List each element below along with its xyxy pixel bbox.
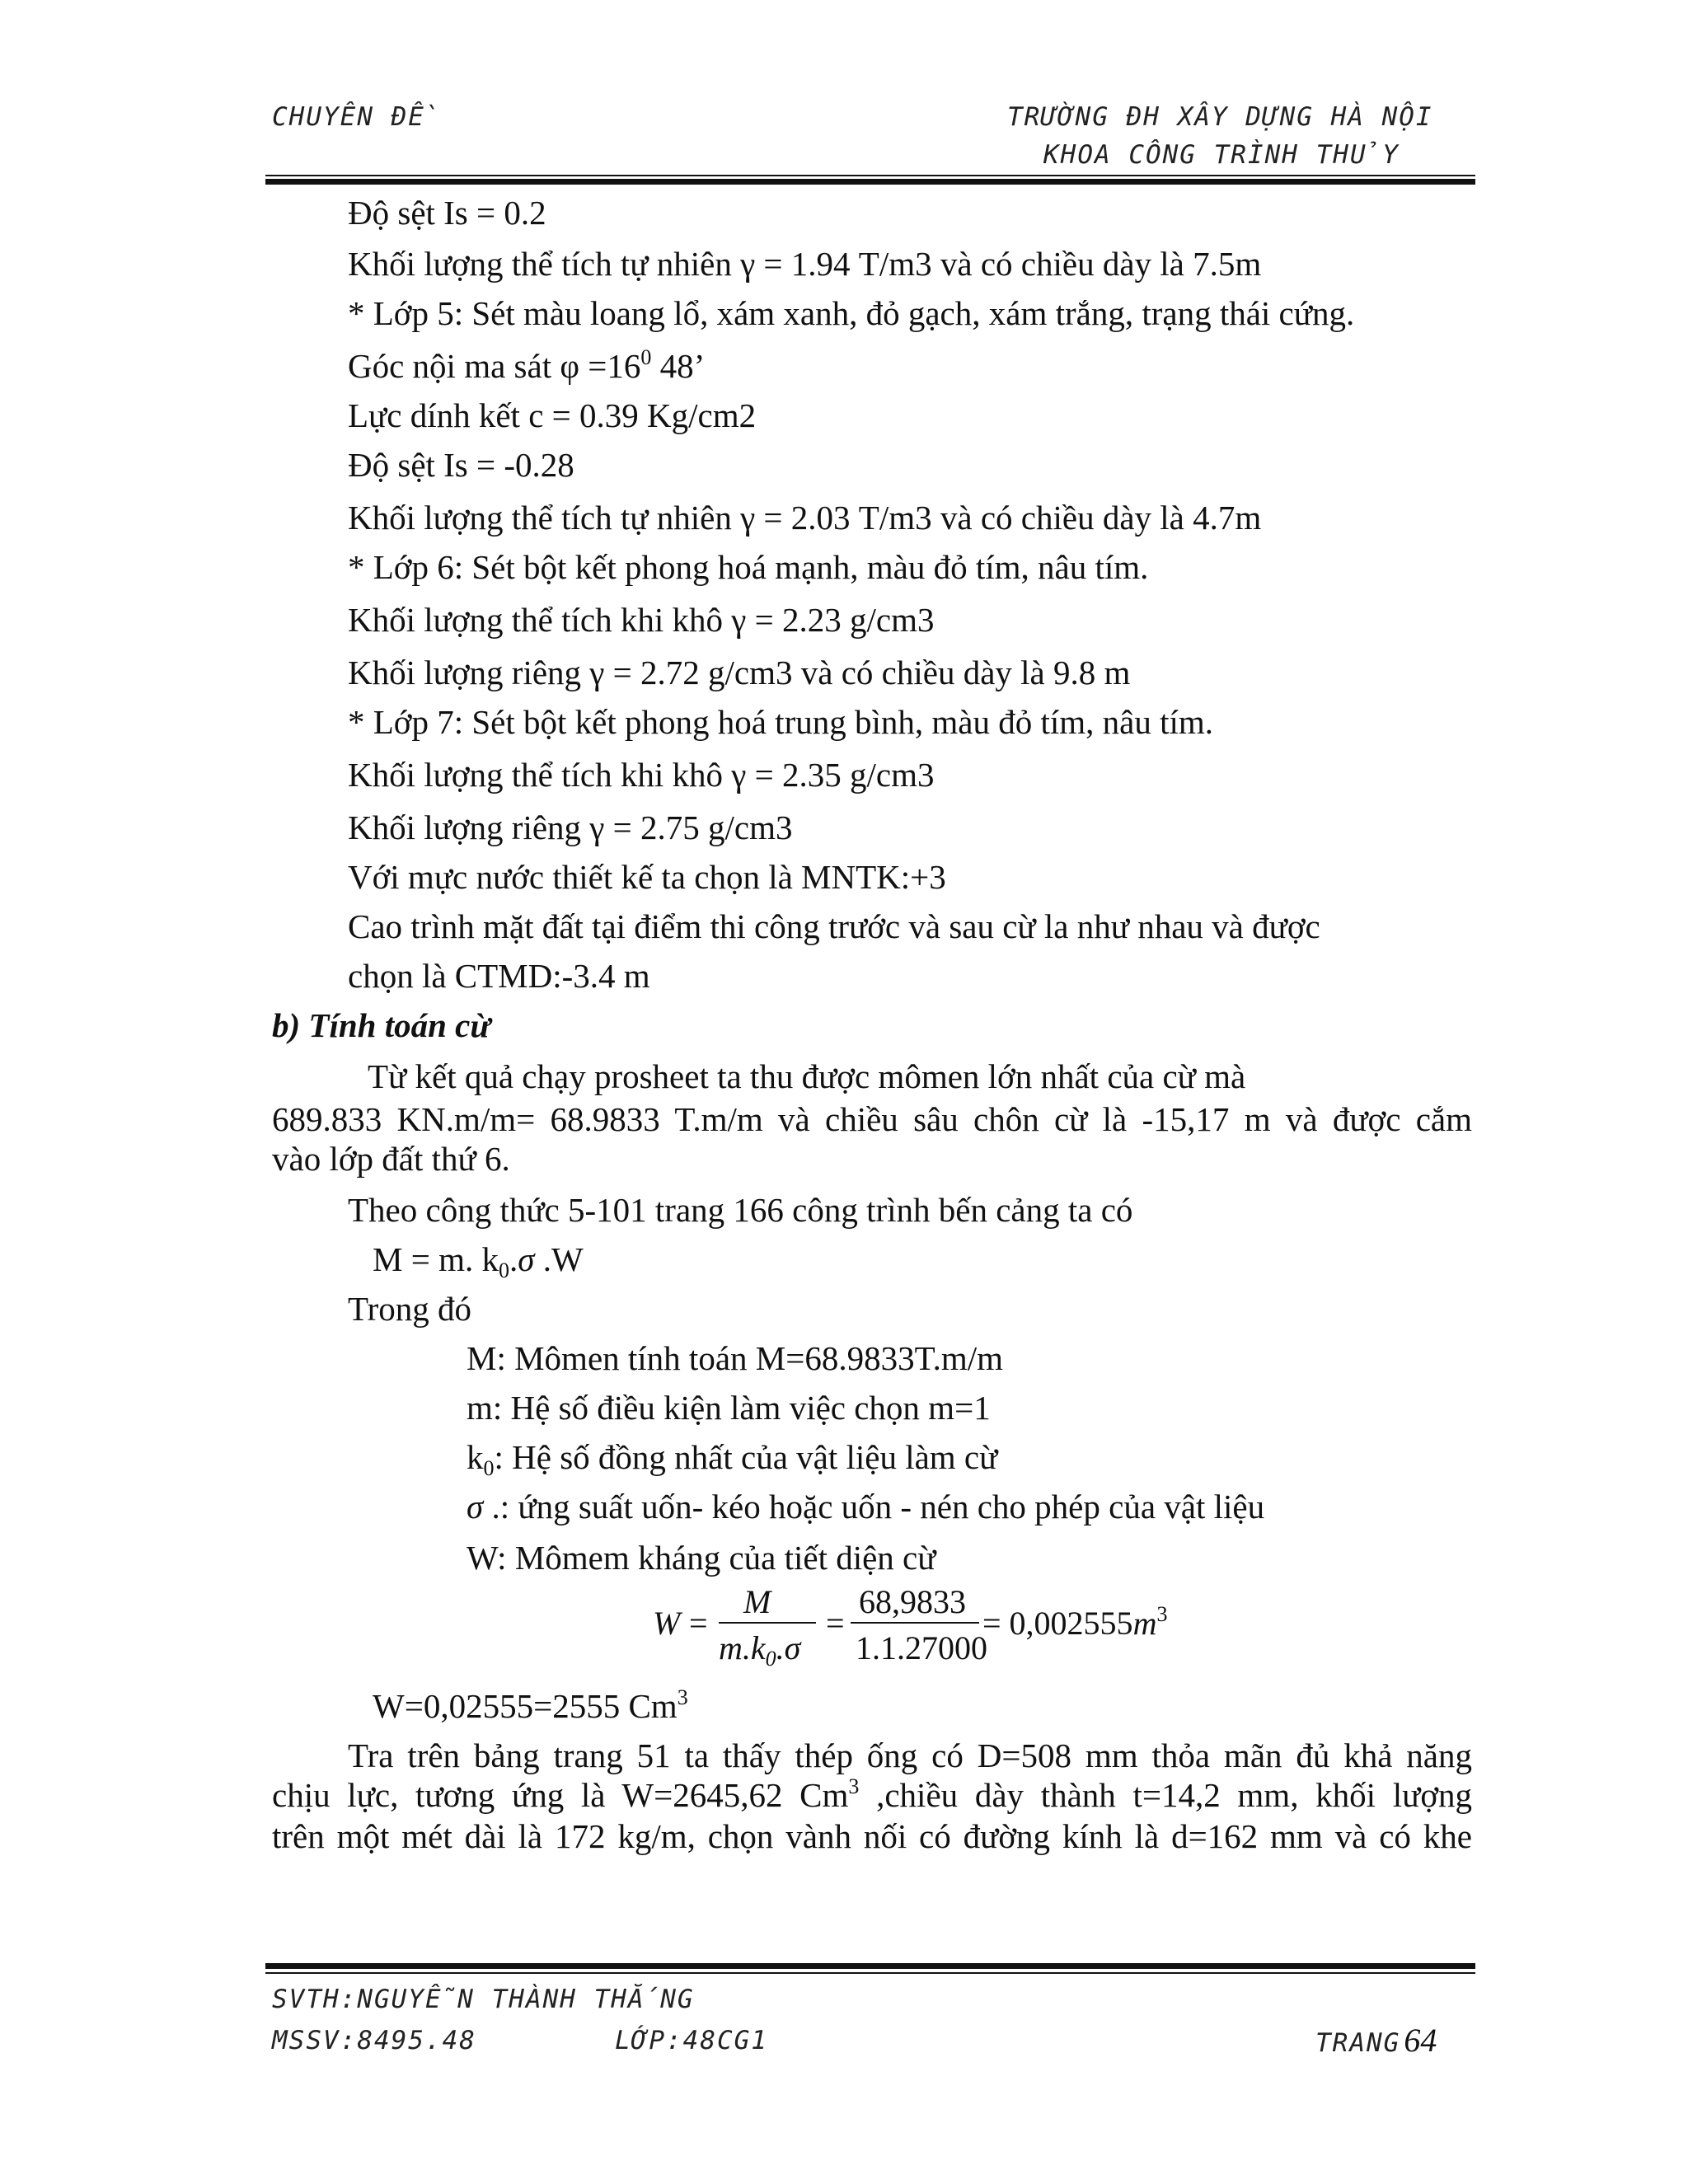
line-lop-6: * Lớp 6: Sét bột kết phong hoá mạnh, màu đỏ tím, nâu tím. [348,548,1149,586]
eq-equals-2: = [826,1605,845,1642]
line-do-set-2: Độ sệt Is = -0.28 [348,446,574,484]
line-lop-7: * Lớp 7: Sét bột kết phong hoá trung bình, màu đỏ tím, nâu tím. [348,703,1214,741]
para1-line3: vào lớp đất thứ 6. [272,1140,510,1178]
line-khoi-luong-2: Khối lượng thể tích tự nhiên γ = 2.03 T/m3 và có chiều dày là 4.7m [348,499,1262,537]
para2: Theo công thức 5-101 trang 166 công trình bến cảng ta có [348,1191,1133,1229]
line-mntk: Với mực nước thiết kế ta chọn là MNTK:+3 [348,858,946,896]
line-ctmd: chọn là CTMD:-3.4 m [348,957,650,995]
line-goc-noi-ma-sat: Góc nội ma sát $\varphi =16^0$ 48’ [348,345,706,385]
definition-M: M: Mômen tính toán M=68.9833T.m/m [467,1339,1004,1377]
footer-page-number: 64 [1404,2022,1437,2059]
para3-line1: Tra trên bảng trang 51 ta thấy thép ống có D=508 mm thỏa mãn đủ khả năng [348,1736,1472,1774]
para1-line1: Từ kết quả chạy prosheet ta thu được mômen lớn nhất của cừ mà [368,1057,1246,1095]
line-lop-5: * Lớp 5: Sét màu loang lổ, xám xanh, đỏ gạch, xám trắng, trạng thái cứng. [348,294,1355,332]
w-result-line: W=0,02555=2555 Cm$^3$ [373,1685,688,1725]
eq-fraction-bar-1 [719,1622,816,1624]
eq-equals-1: = [689,1605,708,1642]
header-left: CHUYÊN ĐỀ [272,102,441,132]
footer-mssv: MSSV:8495.48 [272,2026,476,2055]
eq-fraction-bar-2 [851,1622,979,1624]
trong-do: Trong đó [348,1290,472,1328]
line-khoi-luong-kho-2: Khối lượng thể tích khi khô γ = 2.35 g/cm3 [348,756,935,794]
eq-result: = $0,002555m^3$ [982,1602,1168,1642]
footer-class: LỚP:48CG1 [615,2026,768,2055]
definition-W: W: Mômem kháng của tiết diện cừ [467,1539,936,1577]
line-khoi-luong-rieng-1: Khối lượng riêng γ = 2.72 g/cm3 và có chiều dày là 9.8 m [348,654,1131,691]
header-rule-thin [265,175,1475,176]
footer-rule-thick [265,1963,1475,1969]
formula-main: M = m. $k_0.\sigma$ .W [373,1240,584,1282]
para1-line2: 689.833 KN.m/m= 68.9833 T.m/m và chiều sâu chôn cừ là -15,17 m và được cắm [272,1100,1472,1138]
footer-rule-thin [265,1972,1475,1974]
line-do-set-1: Độ sệt Is = 0.2 [348,194,546,232]
para3-line3: trên một mét dài là 172 kg/m, chọn vành nối có đường kính là d=162 mm và có khe [272,1817,1472,1855]
line-cao-trinh: Cao trình mặt đất tại điểm thi công trước và sau cừ la như nhau và được [348,907,1320,945]
definition-k0: $k_0$: Hệ số đồng nhất của vật liệu làm cừ [467,1438,998,1480]
footer-page-label: TRANG [1315,2028,1401,2058]
para3-line2: chịu lực, tương ứng là W=2645,62 Cm$^3$ ,chiều dày thành t=14,2 mm, khối lượng [272,1774,1472,1814]
line-khoi-luong-rieng-2: Khối lượng riêng γ = 2.75 g/cm3 [348,808,793,846]
header-university: TRƯỜNG ĐH XÂY DỰNG HÀ NỘI [1007,102,1433,132]
definition-sigma: σ .: ứng suất uốn- kéo hoặc uốn - nén cho phép của vật liệu [467,1488,1265,1526]
eq-denominator-2: 1.1.27000 [856,1629,987,1666]
line-khoi-luong-kho-1: Khối lượng thể tích khi khô γ = 2.23 g/cm3 [348,601,935,639]
footer-student: SVTH:NGUYỄN THÀNH THẮNG [272,1985,695,2014]
definition-m: m: Hệ số điều kiện làm việc chọn m=1 [467,1389,991,1427]
eq-denominator-1: $m.k_0.\sigma$ [719,1629,801,1671]
eq-numerator-1: M [743,1583,771,1620]
eq-W-symbol: W [653,1605,681,1642]
header-rule-thick [265,179,1475,185]
footer-page [1315,2021,1437,2060]
line-luc-dinh-ket: Lực dính kết c = 0.39 Kg/cm2 [348,396,757,434]
header-faculty: KHOA CÔNG TRÌNH THỦY [1043,140,1400,170]
section-heading-b: b) Tính toán cừ [272,1006,490,1044]
eq-numerator-2: 68,9833 [859,1583,966,1620]
line-khoi-luong-1: Khối lượng thể tích tự nhiên γ = 1.94 T/m3 và có chiều dày là 7.5m [348,245,1262,283]
